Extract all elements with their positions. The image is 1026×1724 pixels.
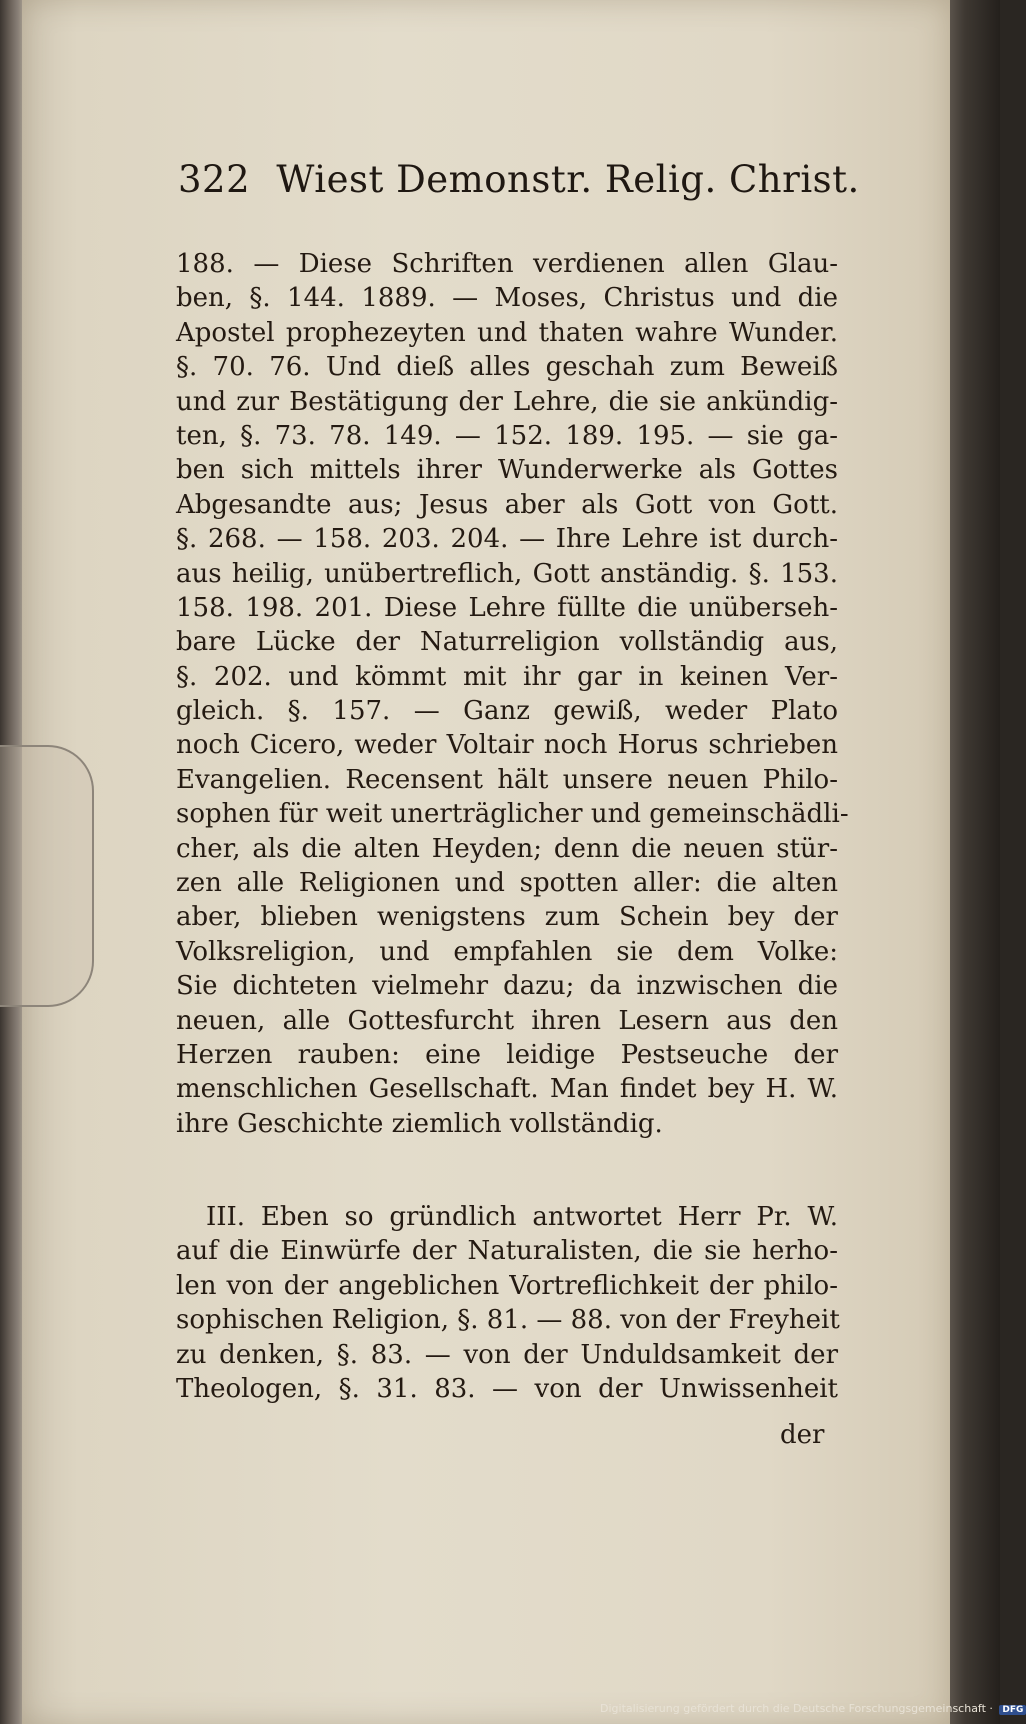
- page-clip: [0, 745, 94, 1007]
- paragraph-2: [176, 1200, 838, 1406]
- text-line: ihre Geschichte ziemlich vollständig.: [176, 1108, 663, 1139]
- text-line: gleich. §. 157. — Ganz gewiß, weder Plato: [176, 696, 838, 727]
- text-line: §. 202. und kömmt mit ihr gar in keinen Ver-: [176, 661, 838, 692]
- text-line: Abgesandte aus; Jesus aber als Gott von Gott.: [176, 489, 838, 520]
- text-line: Apostel prophezeyten und thaten wahre Wunder.: [176, 317, 838, 348]
- page-number: 322: [178, 158, 251, 201]
- text-line: Sie dichteten vielmehr dazu; da inzwischen die: [176, 971, 838, 1002]
- text-line: noch Cicero, weder Voltair noch Horus schrieben: [176, 730, 838, 761]
- text-line: auf die Einwürfe der Naturalisten, die sie herho-: [176, 1236, 838, 1267]
- text-line: III. Eben so gründlich antwortet Herr Pr. W.: [206, 1202, 838, 1232]
- text-line: ben, §. 144. 1889. — Moses, Christus und die: [176, 283, 838, 314]
- text-line: sophen für weit unerträglicher und gemeinschädli-: [176, 799, 849, 830]
- text-line: 158. 198. 201. Diese Lehre füllte die unüberseh-: [176, 592, 838, 623]
- text-line: Theologen, §. 31. 83. — von der Unwissenheit: [176, 1373, 838, 1404]
- catchword: der: [780, 1420, 825, 1450]
- running-title: Wiest Demonstr. Relig. Christ.: [276, 158, 860, 201]
- text-line: 188. — Diese Schriften verdienen allen Glau-: [176, 249, 838, 279]
- text-line: ten, §. 73. 78. 149. — 152. 189. 195. — sie ga-: [176, 420, 838, 451]
- text-line: zu denken, §. 83. — von der Unduldsamkeit der: [176, 1339, 838, 1370]
- running-header: [178, 158, 860, 201]
- text-line: §. 268. — 158. 203. 204. — Ihre Lehre ist durch-: [176, 524, 838, 555]
- text-line: Evangelien. Recensent hält unsere neuen Philo-: [176, 764, 838, 795]
- text-line: aber, blieben wenigstens zum Schein bey der: [176, 902, 838, 933]
- paragraph-1: [176, 247, 849, 1141]
- text-line: bare Lücke der Naturreligion vollständig aus,: [176, 627, 838, 658]
- text-line: zen alle Religionen und spotten aller: die alten: [176, 868, 838, 899]
- text-line: cher, als die alten Heyden; denn die neuen stür-: [176, 833, 838, 864]
- text-line: aus heilig, unübertreflich, Gott anständig. §. 153.: [176, 558, 838, 589]
- text-line: und zur Bestätigung der Lehre, die sie ankündig-: [176, 386, 838, 417]
- text-line: menschlichen Gesellschaft. Man findet bey H. W.: [176, 1074, 838, 1105]
- text-line: len von der angeblichen Vortreflichkeit der philo-: [176, 1270, 838, 1301]
- text-line: neuen, alle Gottesfurcht ihren Lesern aus den: [176, 1005, 838, 1036]
- digitization-credit: [600, 1702, 1026, 1715]
- text-line: ben sich mittels ihrer Wunderwerke als Gottes: [176, 455, 838, 486]
- text-line: §. 70. 76. Und dieß alles geschah zum Beweiß: [176, 352, 838, 383]
- book-right-edge: [950, 0, 1000, 1724]
- credit-text: Digitalisierung gefördert durch die Deutsche Forschungsgemeinschaft ·: [600, 1702, 993, 1715]
- text-line: Volksreligion, und empfahlen sie dem Volke:: [176, 936, 838, 967]
- dfg-logo: DFG: [999, 1705, 1026, 1715]
- text-line: Herzen rauben: eine leidige Pestseuche der: [176, 1039, 838, 1070]
- text-line: sophischen Religion, §. 81. — 88. von der Freyheit: [176, 1305, 840, 1336]
